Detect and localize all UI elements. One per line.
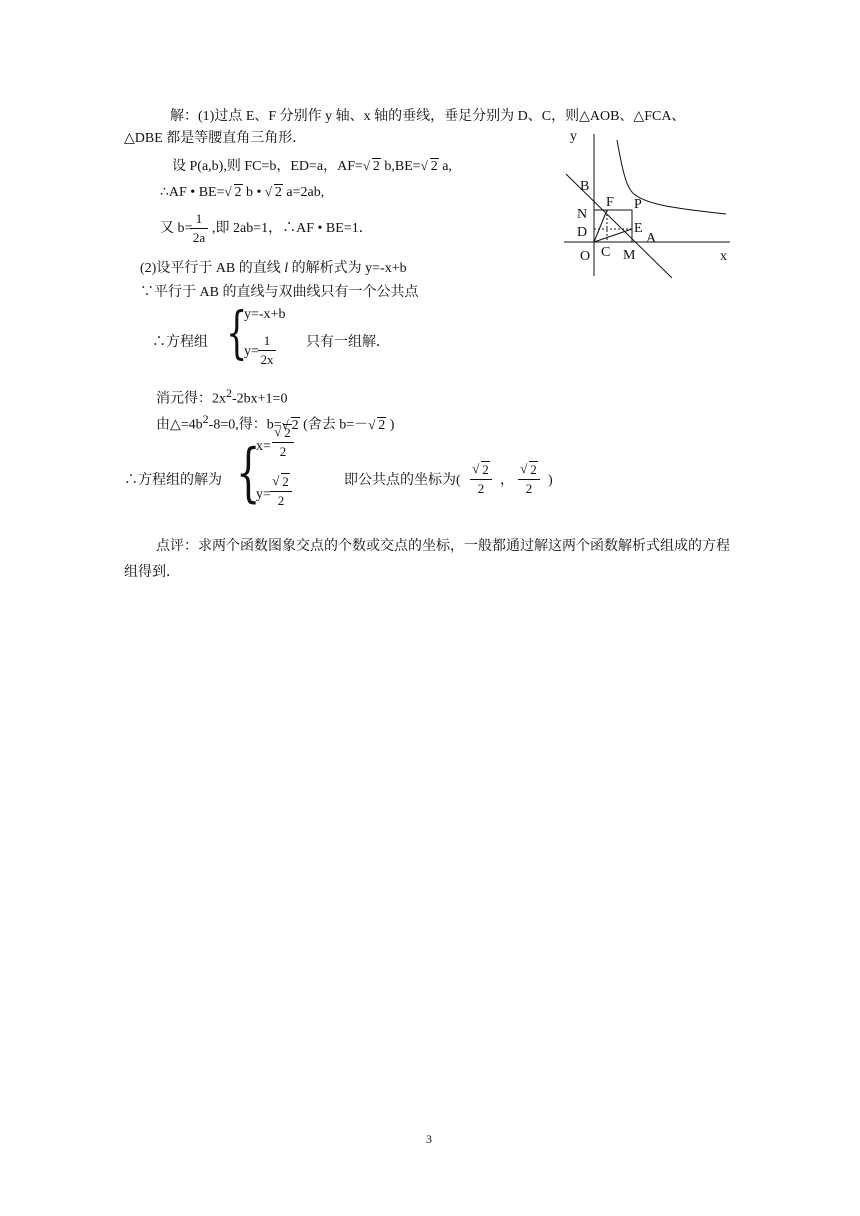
part2-line-2: ∵平行于 AB 的直线与双曲线只有一个公共点	[140, 285, 419, 300]
solution-line-4-post: ,即 2ab=1，∴AF • BE=1．	[212, 221, 373, 236]
hyperbola-figure	[560, 128, 740, 278]
solution-line-4-pre: 又 b=	[160, 221, 193, 236]
solution-y-pre: y=	[256, 487, 271, 502]
label-f: F	[606, 195, 614, 210]
sqrt-symbol: √ 2	[265, 184, 283, 202]
sqrt-symbol: √ 2	[368, 417, 386, 435]
page-number: 3	[426, 1132, 432, 1146]
label-a: A	[646, 231, 657, 246]
solution-line-3: ∴AF • BE=√ 2 b • √ 2 a=2ab,	[160, 184, 324, 202]
solution-line-1a: 解：(1)过点 E、F 分别作 y 轴、x 轴的垂线，垂足分别为 D、C，则△AOB、△FCA、	[170, 109, 686, 124]
label-d: D	[577, 225, 588, 240]
coordinate-comma: ，	[500, 473, 514, 488]
sqrt-symbol: √ 2	[225, 184, 243, 202]
elimination-line: 消元得：$2x^2-2bx+1=0$	[156, 386, 288, 407]
fraction-sqrt2-over-2: √ 2 2	[272, 425, 294, 460]
left-brace: {	[226, 301, 248, 366]
fraction-1-over-2a: 1 2a	[190, 211, 208, 246]
solution-line-2: 设 P(a,b),则 FC=b，ED=a，AF=√ 2 b,BE=√ 2 a,	[172, 158, 452, 176]
sqrt-symbol: √ 2	[363, 158, 381, 176]
left-brace: {	[236, 436, 261, 510]
discriminant-line: 由$\triangle=4b^2-8=0$,得：b=√ 2 (舍去 b=－√ 2 )	[156, 410, 394, 435]
solution-line-1b: △DBE 都是等腰直角三角形．	[124, 131, 307, 146]
sqrt-symbol: √ 2	[421, 158, 439, 176]
part2-line-1: (2)设平行于 AB 的直线 l 的解析式为 y=-x+b	[140, 261, 407, 276]
label-p: P	[634, 197, 642, 212]
fraction-sqrt2-over-2: √ 2 2	[518, 462, 540, 497]
label-n: N	[577, 207, 588, 222]
rectangle-npmo	[594, 210, 632, 242]
segment-oe	[594, 229, 632, 242]
coordinate-close: )	[548, 473, 553, 488]
sqrt-symbol: √ 2	[282, 417, 300, 435]
system-note: 只有一组解．	[306, 335, 390, 350]
comment-line-b: 组得到．	[124, 565, 180, 580]
coordinate-text: 即公共点的坐标为(	[344, 473, 461, 488]
system-label: ∴方程组	[152, 335, 208, 350]
fraction-sqrt2-over-2: √ 2 2	[270, 474, 292, 509]
comment-line-a: 点评：求两个函数图象交点的个数或交点的坐标，一般都通过解这两个函数解析式组成的方程	[156, 539, 730, 554]
segment-of	[594, 210, 607, 242]
label-y: y	[570, 129, 577, 144]
label-e: E	[634, 221, 643, 236]
system-equation-2-pre: y=	[244, 344, 259, 359]
label-c: C	[601, 245, 611, 260]
label-x: x	[720, 249, 727, 264]
label-o: O	[580, 249, 591, 264]
system-equation-1: y=-x+b	[244, 307, 286, 322]
fraction-1-over-2x: 1 2x	[258, 333, 276, 368]
fraction-sqrt2-over-2: √ 2 2	[470, 462, 492, 497]
solution-system-label: ∴方程组的解为	[124, 473, 222, 488]
solution-x-pre: x=	[256, 439, 271, 454]
label-m: M	[623, 248, 636, 263]
label-b: B	[580, 179, 590, 194]
